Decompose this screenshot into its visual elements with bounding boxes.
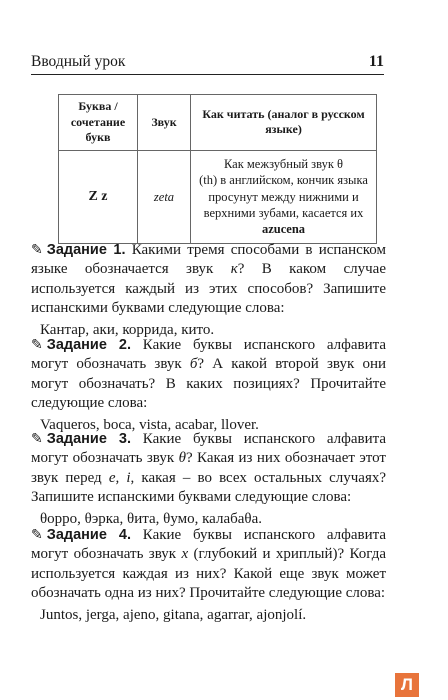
task-body: Какими тремя способами в испанском языке обозначается звук xyxy=(31,242,387,278)
page-number: 11 xyxy=(368,53,384,70)
pencil-icon: ✎ xyxy=(31,527,43,543)
task-2 xyxy=(31,336,386,435)
table-header-row xyxy=(59,95,377,151)
task-title: Задание 2. xyxy=(46,337,132,353)
sound-symbol: х xyxy=(181,546,189,563)
task-title: Задание 3. xyxy=(46,431,132,447)
task-body: Какие буквы испанского алфавита могут обозначать звук xyxy=(31,431,387,467)
column-header: Буква / сочетание букв xyxy=(59,95,138,151)
task-3 xyxy=(31,430,386,529)
description-line: Как межзубный звук θ xyxy=(223,157,344,172)
word-list: Vaqueros, boca, vista, acabar, llover. xyxy=(40,417,259,434)
column-header: Как читать (аналог в русском языке) xyxy=(191,95,377,151)
task-body: ? А какой второй звук они могут обозначать? В каких позициях? Прочитайте следующие слова: xyxy=(31,356,386,411)
letter-table xyxy=(58,94,377,244)
task-body: (глубокий и хриплый)? Когда используется каждая из них? Какой еще звук может обозначать одна из них? Прочитайте следующие слова: xyxy=(31,546,386,601)
task-title: Задание 1. xyxy=(46,242,126,258)
task-4 xyxy=(31,526,386,625)
table-row xyxy=(59,150,377,243)
sound-symbol: к xyxy=(230,261,238,278)
publisher-logo: Л xyxy=(395,673,419,697)
column-header: Звук xyxy=(138,95,191,151)
task-text xyxy=(31,526,386,603)
task-1 xyxy=(31,241,386,340)
pencil-icon: ✎ xyxy=(31,337,43,353)
sound-symbol: θ xyxy=(178,450,186,467)
word-list: Кантар, аки, коррида, кито. xyxy=(40,322,215,339)
pencil-icon: ✎ xyxy=(31,242,43,258)
task-body: ? В каком случае используется каждый из этих способов? Запишите испанскими буквами следующие слова: xyxy=(31,261,386,316)
task-text xyxy=(31,241,386,318)
letter-cell: Z z xyxy=(59,150,138,243)
chapter-title: Вводный урок xyxy=(31,53,126,70)
pencil-icon: ✎ xyxy=(31,431,43,447)
task-body: Какие буквы испанского алфавита могут обозначать звук xyxy=(31,337,387,373)
description-cell xyxy=(191,150,377,243)
task-title: Задание 4. xyxy=(46,527,132,543)
task-body: ? Какая из них обозначает этот звук перед xyxy=(31,450,386,486)
task-text xyxy=(31,336,386,413)
task-text xyxy=(31,430,386,507)
task-body: , какая – во всех остальных случаях? Запишите испанскими буквами следующие слова: xyxy=(31,469,386,505)
sound-cell: zeta xyxy=(138,150,191,243)
word-list: θорро, θэрка, θита, θумо, калабаθа. xyxy=(40,511,262,528)
page-header xyxy=(31,48,384,75)
letters-symbol: e, i xyxy=(108,469,131,486)
word-list: Juntos, jerga, ajeno, gitana, agarrar, ajonjolí. xyxy=(40,607,307,624)
example-word: azucena xyxy=(261,222,306,237)
task-body: Какие буквы испанского алфавита могут обозначать звук xyxy=(31,527,387,563)
description-text: (th) в английском, кончик языка просунут между нижними и верхними зубами, касается их xyxy=(199,173,368,220)
sound-symbol: б xyxy=(189,356,198,373)
